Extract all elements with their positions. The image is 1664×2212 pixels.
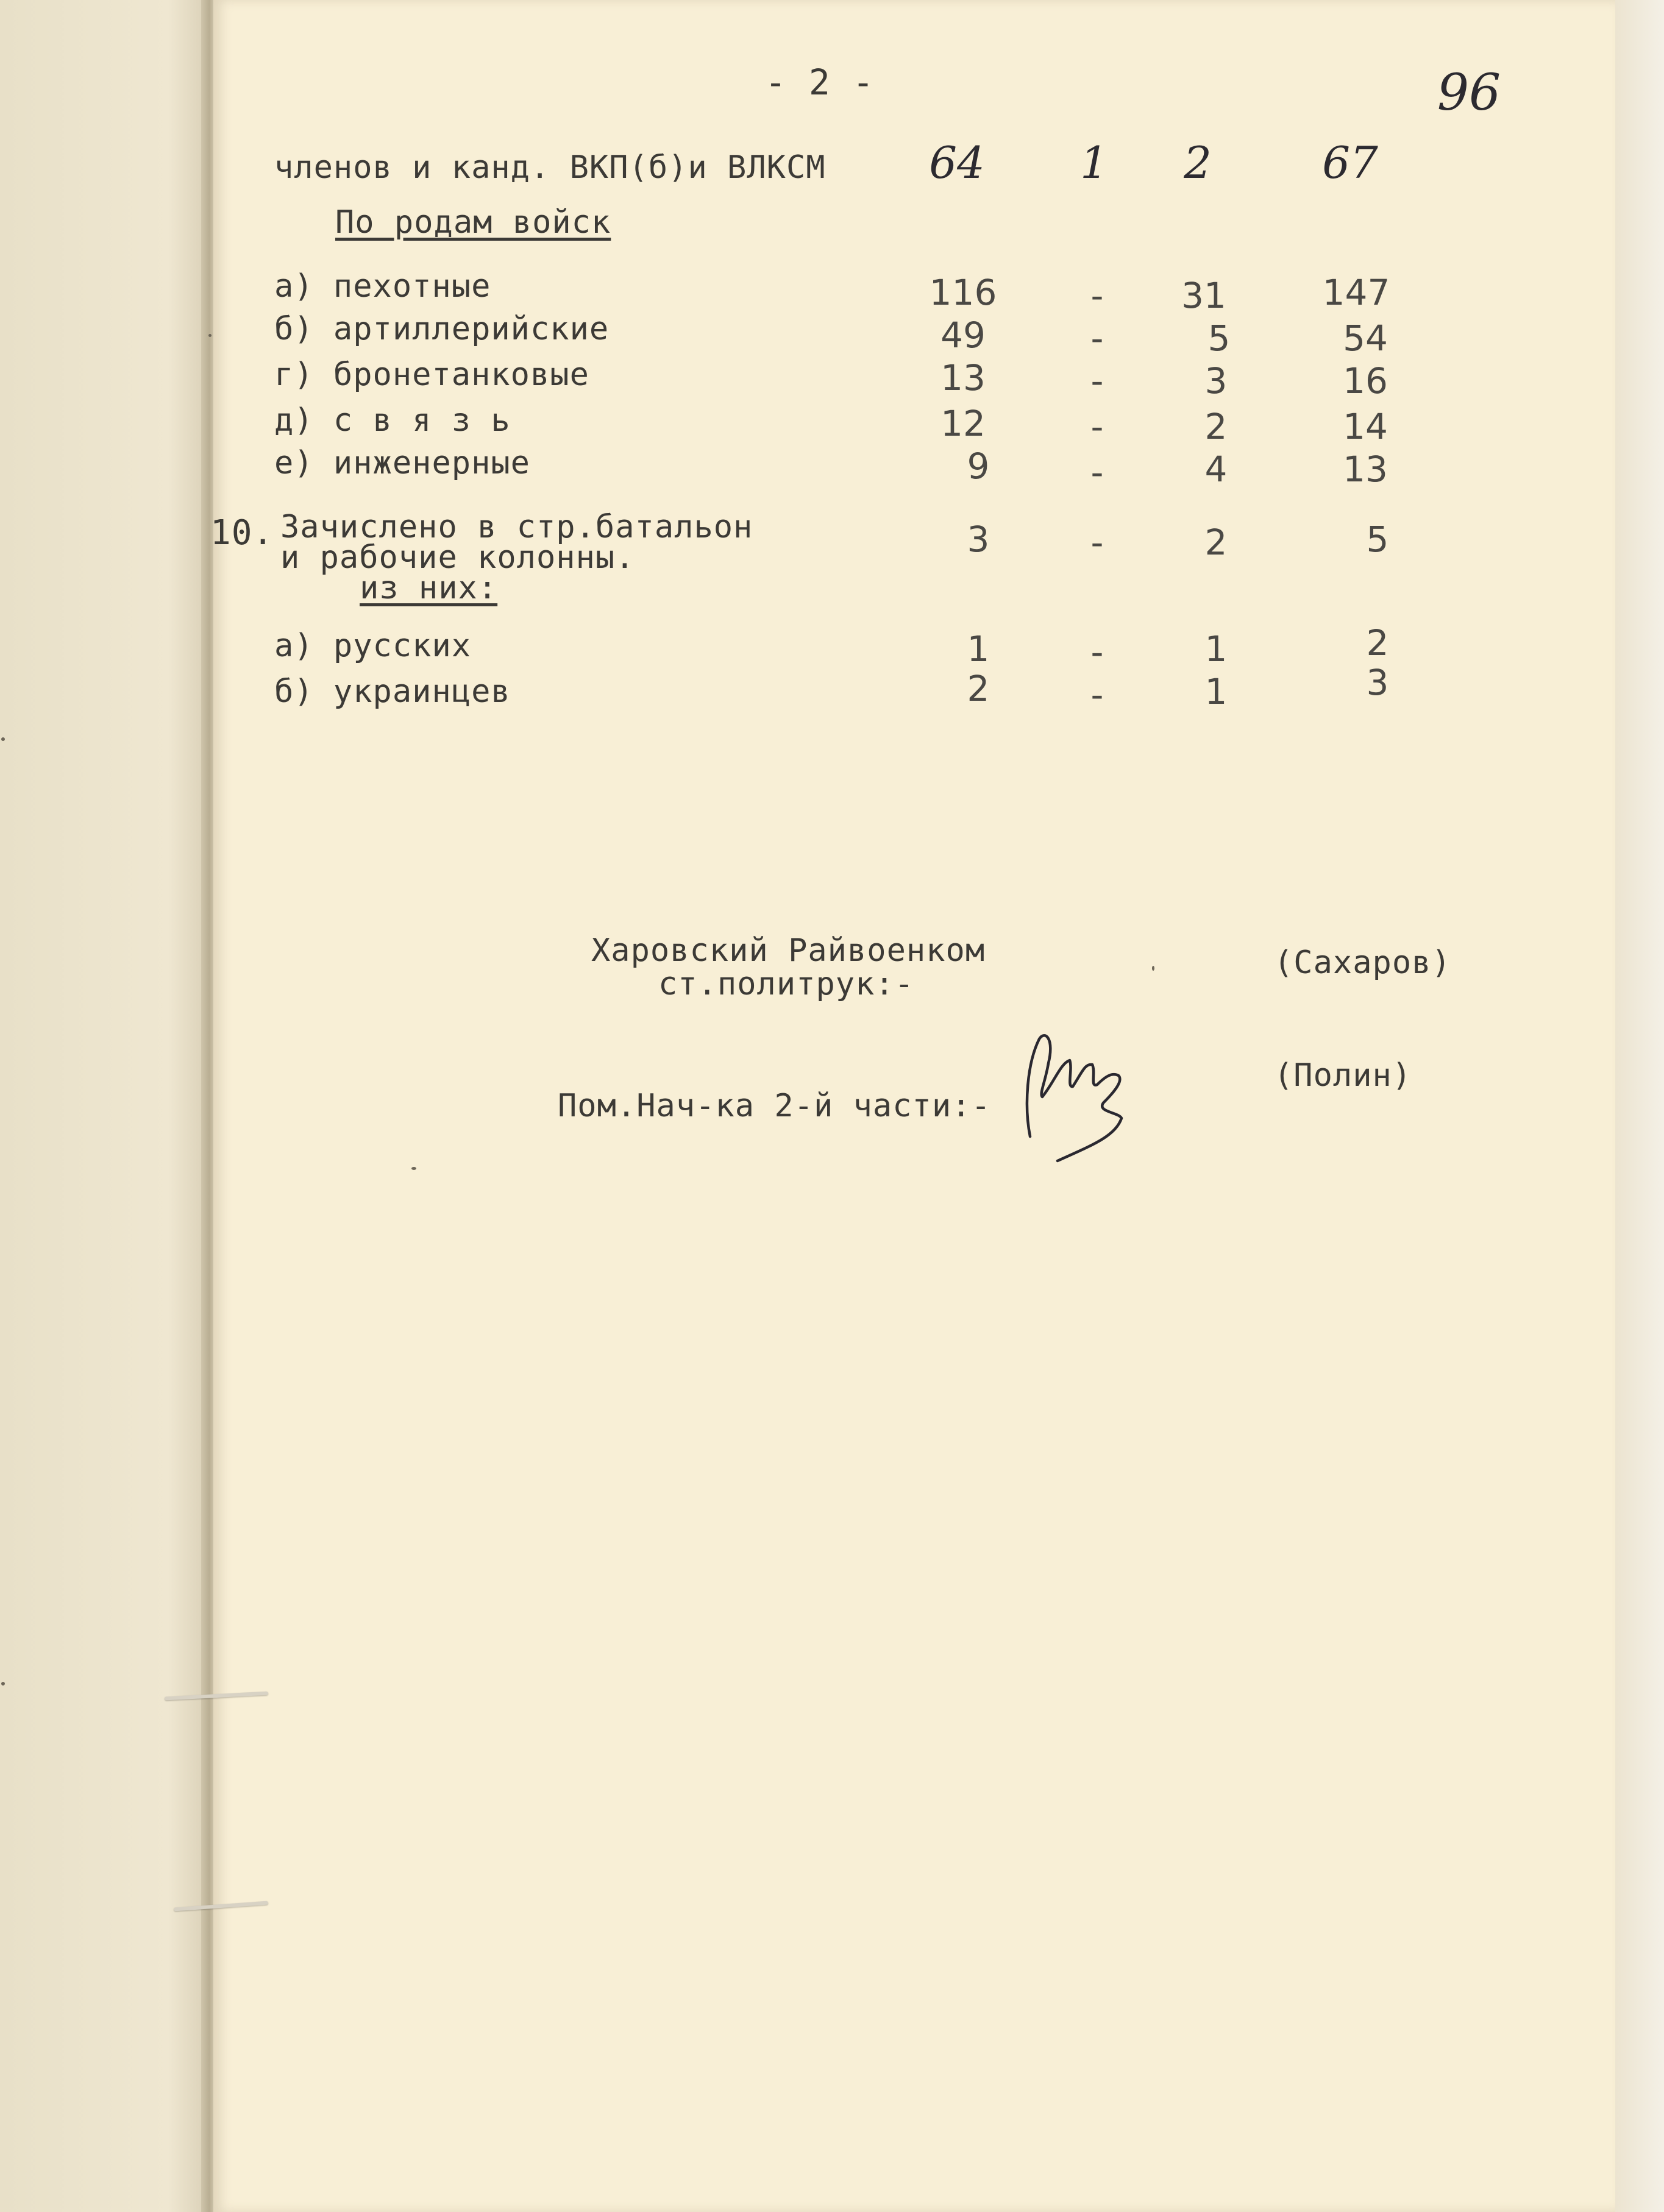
item-text-line1: Зачислено в стр.батальон [280,509,753,545]
members-value-2: 1 [1080,137,1108,188]
branch-row-label: б) артиллерийские [274,311,610,347]
members-label: членов и канд. ВКП(б)и ВЛКСМ [274,149,826,186]
sub-row-label: а) русских [274,628,472,664]
branch-row-value: 147 [1322,272,1390,313]
branch-row-value: 31 [1181,275,1226,316]
stray-mark [1152,966,1154,971]
branch-row-value: 2 [1204,406,1228,447]
signatory-title-line2: ст.политрук:- [658,966,914,1002]
stray-mark [411,1167,416,1170]
sub-row-value: 1 [1204,671,1228,712]
handwritten-signature [1012,1015,1134,1167]
members-value-3: 2 [1184,137,1212,188]
item-value: 5 [1366,519,1389,560]
branch-row-value: 16 [1343,360,1388,402]
sub-row-value: 2 [967,668,990,709]
branch-row-value: 116 [929,272,997,313]
sub-row-value: 1 [967,628,990,670]
branch-row-value: 13 [940,357,986,399]
branch-row-value: 14 [1343,406,1388,447]
members-value-4: 67 [1322,137,1378,188]
item-value: 3 [967,519,990,560]
branch-row-value: 12 [940,403,986,444]
members-value-1: 64 [929,137,985,188]
branch-row-value: 4 [1204,448,1228,490]
item-number: 10. [210,513,274,553]
sub-row-label: б) украинцев [274,673,511,710]
branch-row-label: г) бронетанковые [274,356,589,393]
sub-row-value: - [1090,674,1104,715]
branch-row-label: е) инженерные [274,445,530,481]
signatory-title-line1: Харовский Райвоенком [591,932,986,969]
branch-row-label: д) с в я з ь [274,402,511,439]
branch-row-value: - [1090,275,1104,316]
signatory-name: (Полин) [1274,1057,1412,1094]
branch-row-value: - [1090,452,1104,493]
signatory-name: (Сахаров) [1274,945,1451,981]
branch-row-value: - [1090,360,1104,402]
left-page [0,0,210,2212]
subheading: из них: [360,570,498,606]
stray-mark [208,334,212,337]
sub-row-value: - [1090,631,1104,673]
branch-row-label: а) пехотные [274,268,491,305]
page-number: - 2 - [765,62,875,103]
branch-row-value: - [1090,406,1104,447]
branch-row-value: 3 [1204,360,1228,402]
item-value: 2 [1204,522,1228,563]
item-value: - [1090,522,1104,563]
branch-row-value: 5 [1207,317,1231,359]
signatory-title: Пом.Нач-ка 2-й части:- [558,1088,991,1124]
sub-row-value: 3 [1366,662,1389,703]
punch-mark [1,737,5,741]
branch-row-value: 13 [1343,448,1388,490]
branch-row-value: 49 [940,314,986,356]
branches-heading: По родам войск [335,204,611,241]
punch-mark [1,1682,5,1686]
sub-row-value: 1 [1204,628,1228,670]
sub-row-value: 2 [1366,622,1389,664]
branch-row-value: 54 [1343,317,1388,359]
background-edge [1615,0,1664,2212]
branch-row-value: 9 [967,445,990,487]
folio-number: 96 [1437,64,1501,122]
item-text-line2: и рабочие колонны. [280,539,635,576]
branch-row-value: - [1090,317,1104,359]
